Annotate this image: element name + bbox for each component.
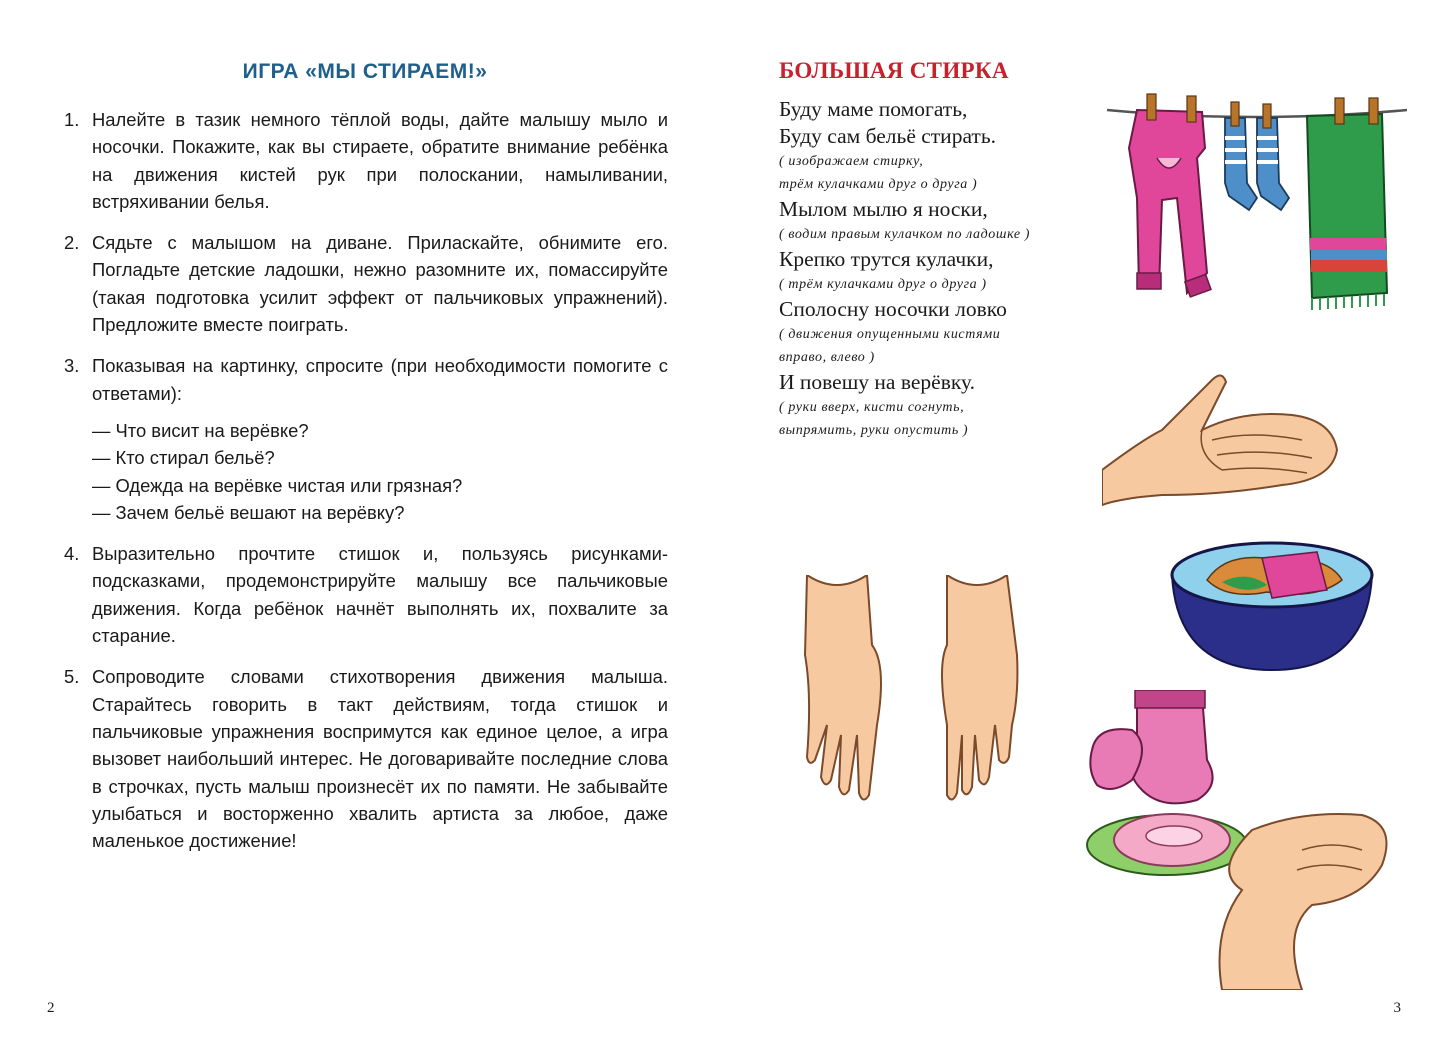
poem-note: ( движения опущенными кистями <box>779 327 1001 342</box>
step-number: 1. <box>64 109 80 130</box>
poem-line: И повешу на верёвку. <box>779 370 975 394</box>
step-number: 4. <box>64 543 80 565</box>
instruction-step-3 <box>60 352 668 526</box>
poem-note: выпрямить, руки опустить ) <box>779 423 969 438</box>
game-title: ИГРА «МЫ СТИРАЕМ!» <box>242 60 488 83</box>
left-page <box>0 0 722 1051</box>
step-number: 3. <box>64 355 80 377</box>
step-text: Сопроводите словами стихотворения движения малыша. Старайтесь говорить в такт действиям, тогда стишок и пальчиковые упражнения воспримутся как единое целое, а игра вызовет наибольший интерес. Не договаривайте последние слова в строчках, пусть малыш произнесёт их по памяти. Не забывайте улыбаться и восторженно хвалить артиста за любое, даже маленькое достижение! <box>92 666 668 852</box>
instruction-step-2 <box>60 229 668 338</box>
clothesline-laundry-illustration <box>1107 88 1407 313</box>
poem-note: трём кулачками друг о друга ) <box>779 177 978 192</box>
question-item: — Одежда на верёвке чистая или грязная? <box>92 474 463 496</box>
sock-soap-hands-illustration <box>1062 690 1402 990</box>
question-item: — Что висит на верёвке? <box>92 419 309 441</box>
page-number-left: 2 <box>47 1000 55 1016</box>
step-number: 5. <box>64 666 80 688</box>
instruction-step-1 <box>60 106 668 215</box>
poem-title: БОЛЬШАЯ СТИРКА <box>779 58 1009 83</box>
step-number: 2. <box>64 232 80 254</box>
poem-line: Крепко трутся кулачки, <box>779 247 994 271</box>
hands-rubbing-illustration <box>1102 370 1342 515</box>
step-text: Сядьте с малышом на диване. Приласкайте, обнимите его. Погладьте детские ладошки, нежно разомните их, помассируйте (такая подготовка усилит эффект от пальчиковых упражнений). Предложите вместе поиграть. <box>92 232 668 336</box>
step-text: Выразительно прочтите стишок и, пользуясь рисунками-подсказками, продемонстрируйте малышу все пальчиковые движения. Когда ребёнок начнёт выполнять их, похвалите за старание. <box>92 543 668 647</box>
instruction-list <box>60 106 668 868</box>
step-text: Налейте в тазик немного тёплой воды, дайте малышу мыло и носочки. Покажите, как вы стираете, обратите внимание ребёнка на движения кистей рук при полоскании, намыливании, встряхивании белья. <box>92 109 668 212</box>
right-page <box>722 0 1445 1051</box>
poem-line: Сполосну носочки ловко <box>779 297 1007 321</box>
instruction-step-4 <box>60 540 668 649</box>
poem-note: ( руки вверх, кисти согнуть, <box>779 400 965 415</box>
poem-note: вправо, влево ) <box>779 350 875 365</box>
poem-line: Буду сам бельё стирать. <box>779 124 997 148</box>
poem-line: Мылом мылю я носки, <box>779 197 988 221</box>
open-hands-illustration <box>797 575 1027 805</box>
wash-bowl-illustration <box>1167 530 1377 675</box>
step-text: Показывая на картинку, спросите (при необходимости помогите с ответами): <box>92 355 668 404</box>
poem-line: Буду маме помогать, <box>779 97 968 121</box>
poem-note: ( трём кулачками друг о друга ) <box>779 277 987 292</box>
page-number-right: 3 <box>1393 1000 1401 1016</box>
question-item: — Зачем бельё вешают на верёвку? <box>92 501 405 523</box>
poem-note: ( изображаем стирку, <box>779 154 924 169</box>
instruction-step-5 <box>60 663 668 854</box>
question-list <box>92 417 668 526</box>
poem <box>779 96 1109 442</box>
poem-note: ( водим правым кулачком по ладошке ) <box>779 227 1031 242</box>
question-item: — Кто стирал бельё? <box>92 447 275 469</box>
